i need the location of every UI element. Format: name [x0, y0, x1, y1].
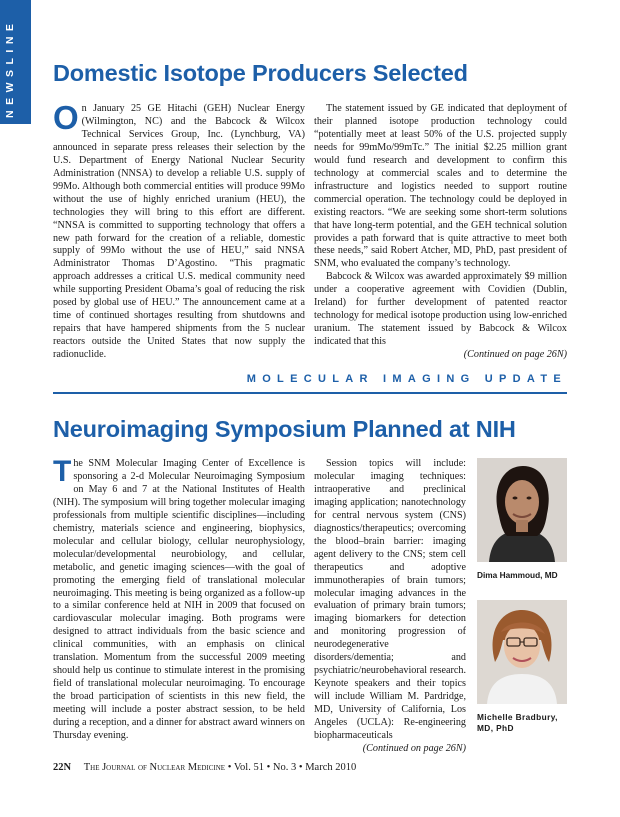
photo2-caption-line1: Michelle Bradbury, — [477, 712, 558, 722]
newsline-side-tab — [0, 0, 31, 124]
section-label: MOLECULAR IMAGING UPDATE — [246, 373, 567, 385]
article2-column1 — [53, 455, 305, 743]
photo2-caption-line2: MD, PhD — [477, 723, 514, 733]
photo-dima-hammoud — [477, 458, 567, 562]
article2-col1-text: he SNM Molecular Imaging Center of Excellence is sponsoring a 2-d Molecular Neuroimaging Symposium on May 6 and 7 at the National Institutes of Health (NIH). The symposium will bring together molecular imaging professionals from multiple scientific disciplines—including chemistry, materials science and engineering, biophysics, molecular and cellular biology, cellular neurophysiology, molecular/developmental neurobiology, and cellular, metabolic, and genetic imaging sciences—with the goal of promoting the emerging field of translational molecular neuroimaging. This meeting is being organized as a follow-up to a similar conference held at NIH in 2009 that focused on cardiovascular molecular imaging. Both programs were designed to attract individuals from the basic science and clinical communities, with an emphasis on clinical translation. Momentum from the successful 2009 meeting should help us continue to stimulate interest in the promising field of translational molecular neuroimaging. To encourage the broad participation of scientists in this new field, the meeting will include a poster abstract session, to be held during a reception, and a dinner for abstract award winners on Thursday evening. — [53, 458, 305, 742]
footer-separator: • — [227, 762, 232, 773]
page-number: 22N — [53, 762, 72, 773]
article2-column2 — [314, 458, 466, 756]
article2-title: Neuroimaging Symposium Planned at NIH — [53, 416, 516, 442]
article1-column2 — [314, 103, 567, 362]
date: March 2010 — [305, 762, 357, 773]
article1-title: Domestic Isotope Producers Selected — [53, 60, 468, 86]
article1-col1-text: n January 25 GE Hitachi (GEH) Nuclear Energy (Wilmington, NC) and the Babcock & Wilcox Technical Services Group, Inc. (Lynchburg, VA) announced in separate press releases their selection by the U.S. Department of Energy National Nuclear Security Administration (NNSA) to develop a reliable U.S. supply of 99Mo. Although both commercial entities will produce 99Mo without the use of highly enriched uranium (HEU), the technologies they will bring to this effort are different. “NNSA is committed to supporting technology that offers a new path forward for the creation of a reliable, domestic supply of 99Mo without the use of HEU,” said NNSA Administrator Thomas D’Agostino. “This pragmatic approach addresses a critical U.S. medical community need while supporting President Obama’s goal of reducing the risk posed by global use of HEU.” The announcement came at a time of continued shortages resulting from shutdowns and repairs that have hampered shipments from the 5 nuclear reactors outside the United States that now supply the radionuclide. — [53, 103, 305, 361]
photo-michelle-bradbury — [477, 600, 567, 704]
article1-col2-para1: The statement issued by GE indicated that deployment of their planned isotope production technology could “potentially meet at least 50% of the U.S. projected supply needs for 99mMo/99mTc.” The initial $2.25 million grant would fund research and development to confirm this technology at commercial scales and to determine the infrastructure and logistics needed to support routine commercial operation. The technology could be deployed in existing reactors. “We are seeking some short-term solutions that have long-term potential, and the GEH technical solution provides a path forward that is quite attractive to meet both these needs,” said Robert Atcher, MD, PhD, past president of SNM, who evaluated the company’s technology. — [314, 103, 567, 270]
page-footer — [53, 762, 356, 773]
footer-separator: • — [266, 762, 271, 773]
article1-col2-para2: Babcock & Wilcox was awarded approximately $9 million under a cooperative agreement with Covidien (Dublin, Ireland) for further development of patented reactor technology for medical isotope production using low-enriched uranium. The statement issued by Babcock & Wilcox indicated that this — [314, 271, 567, 348]
article2-col2-text: Session topics will include: molecular imaging techniques: intraoperative and preclinical imaging application; nanotechnology for central nervous system (CNS) diagnostics/therapeutics; overcoming the blood–brain barrier: imaging agent delivery to the CNS; stem cell therapeutics and adoptive immunotherapies of brain tumors; molecular imaging advances in the evaluation of primary brain tumors; imaging biomarkers for detection and monitoring progression of neurodegenerative disorders/dementia; and psychiatric/neurobehavioral research. Keynote speakers and their topics will include William M. Pardridge, MD, University of California, Los Angeles (UCLA): Re-engineering biopharmaceuticals — [314, 458, 466, 742]
issue: No. 3 — [272, 762, 297, 773]
article1-dropcap: O — [53, 99, 79, 136]
footer-separator: • — [298, 762, 303, 773]
volume: Vol. 51 — [233, 762, 264, 773]
photo1-caption: Dima Hammoud, MD — [477, 570, 558, 580]
article2-dropcap: T — [53, 455, 72, 488]
article1-continued: (Continued on page 26N) — [463, 349, 567, 361]
article2-continued: (Continued on page 26N) — [362, 742, 466, 754]
photo2-caption — [477, 712, 569, 734]
section-divider — [53, 392, 567, 394]
journal-name: The Journal of Nuclear Medicine — [83, 762, 226, 773]
newsline-label: NEWSLINE — [4, 18, 16, 118]
article1-column1 — [53, 99, 305, 362]
